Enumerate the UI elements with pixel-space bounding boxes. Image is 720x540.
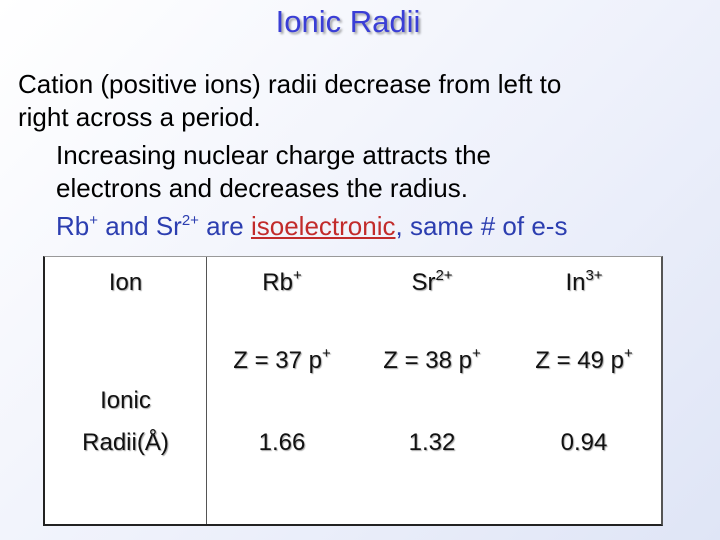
text-line-4: electrons and decreases the radius. [56,173,468,203]
proton-charge: + [623,345,633,362]
line5-rest: , same # of e-s [395,211,568,241]
sr-symbol: Sr [155,211,182,241]
text-line-2: right across a period. [18,102,261,132]
ion-rb-z [207,347,357,375]
text-line-3: Increasing nuclear charge attracts the [56,140,492,170]
ionic-radii-table [43,256,663,526]
and-text: and [98,211,156,241]
ion-rb-radius: 1.66 [258,429,306,456]
column-divider [206,257,207,524]
ion-sr-radius: 1.32 [408,429,456,456]
ion-in-label [507,269,661,297]
rb-symbol: Rb [56,211,90,241]
isoelectronic-keyword: isoelectronic [250,211,396,241]
ion-symbol: Rb [262,269,293,296]
ion-in-z [507,347,661,375]
ion-charge: 2+ [435,267,453,284]
proton-charge: + [321,345,331,362]
ion-rb-label [207,269,357,297]
atomic-number: Z = 38 p [383,347,472,374]
ion-symbol: In [565,269,586,296]
ion-symbol: Sr [411,269,436,296]
sr-charge: 2+ [181,212,199,229]
atomic-number: Z = 37 p [233,347,322,374]
row-header-ion: Ion [108,269,143,296]
ion-sr-z [357,347,507,375]
atomic-number: Z = 49 p [535,347,624,374]
ion-sr-label [357,269,507,297]
ion-charge: 3+ [585,267,603,284]
row-header-ionic: Ionic [100,387,151,414]
slide-title: Ionic Radii [275,4,421,39]
ion-in-radius: 0.94 [560,429,608,456]
row-header-radii: Radii(Å) [82,429,169,456]
proton-charge: + [471,345,481,362]
text-line-1: Cation (positive ions) radii decrease from left to [18,69,562,99]
ion-charge: + [292,267,302,284]
are-text: are [198,211,251,241]
text-line-5 [56,210,567,243]
rb-charge: + [89,212,99,229]
